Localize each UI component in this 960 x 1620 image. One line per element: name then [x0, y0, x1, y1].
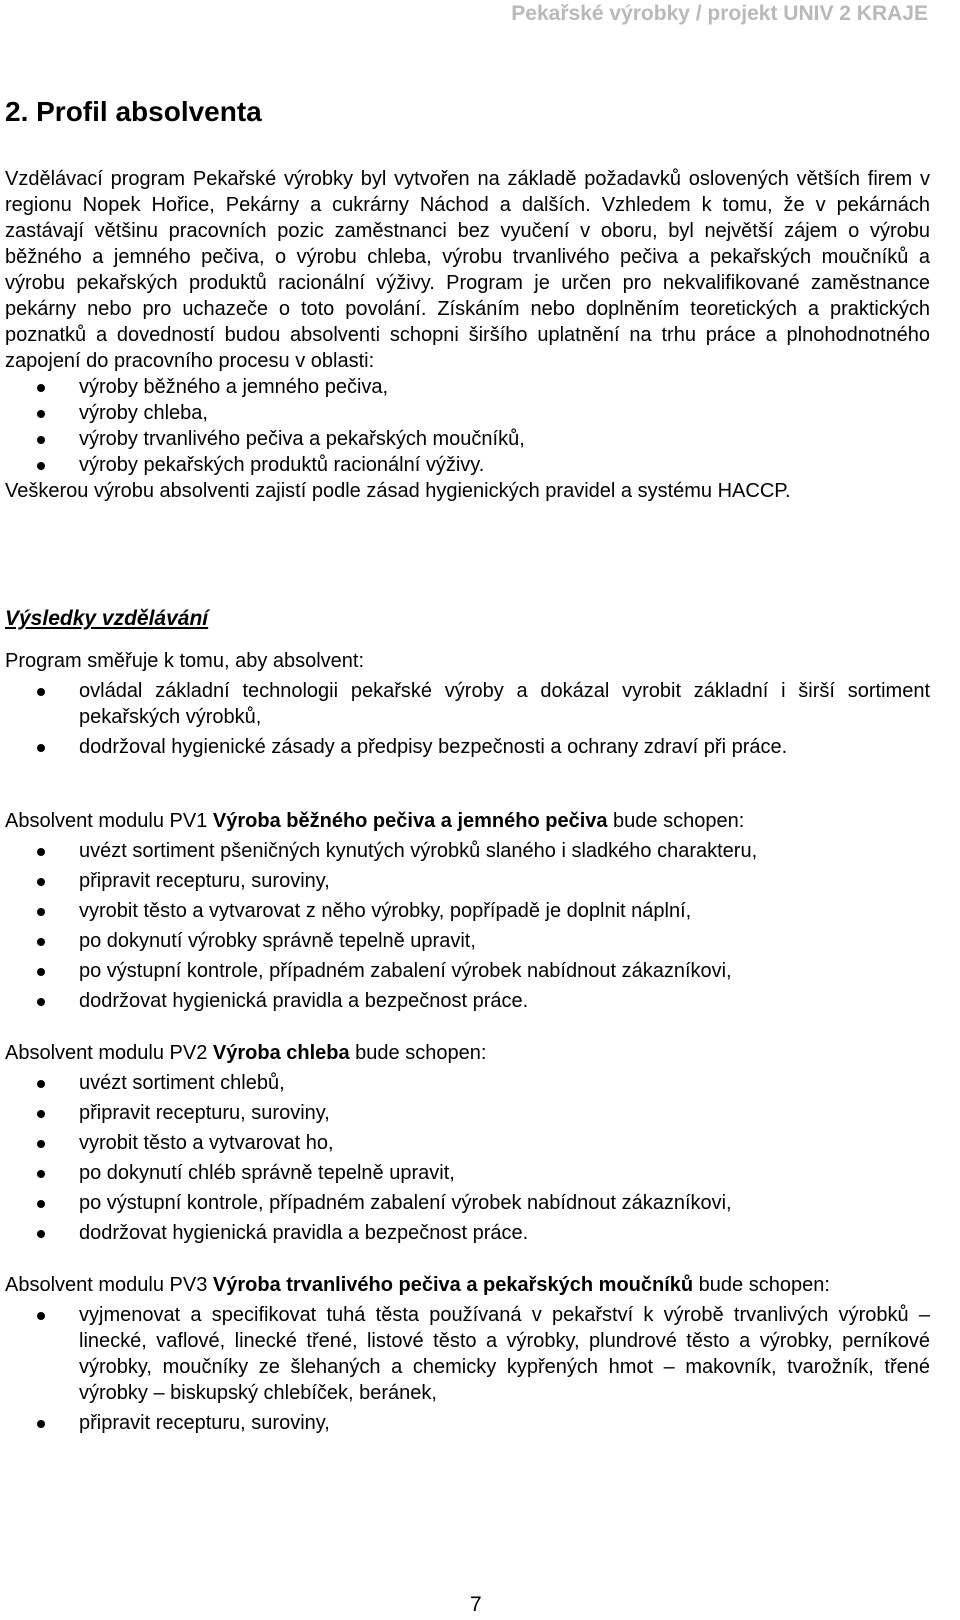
list-item: připravit recepturu, suroviny, [5, 1100, 930, 1126]
list-item: výroby trvanlivého pečiva a pekařských moučníků, [5, 426, 930, 452]
bullet-icon [37, 744, 45, 752]
intro-closing: Veškerou výrobu absolventi zajistí podle zásad hygienických pravidel a systému HACCP. [5, 480, 791, 502]
page-number: 7 [470, 1593, 482, 1616]
module-pv2 [5, 1040, 930, 1246]
intro-paragraph: Vzdělávací program Pekařské výrobky byl vytvořen na základě požadavků oslovených větších firem v regionu Nopek Hořice, Pekárny a cukrárny Náchod a dalších. Vzhledem k tomu, že v pekárnách zastávají většinu pracovních pozic zaměstnanci bez vyučení v oboru, byl největší zájem o výrobu běžného a jemného pečiva, o výrobu chleba, výrobu trvanlivého pečiva a pekařských moučníků a výrobu pekařských produktů racionální výživy. Program je určen pro nekvalifikované zaměstnance pekárny nebo pro uchazeče o toto povolání. Získáním nebo doplněním teoretických a praktických poznatků a dovedností budou absolventi schopni širšího uplatnění na trhu práce a plnohodnotného zapojení do pracovního procesu v oblasti: [5, 168, 930, 372]
module-heading: Absolvent modulu PV1 Výroba běžného pečiva a jemného pečiva bude schopen: [5, 810, 745, 832]
bullet-icon [37, 1230, 45, 1238]
list-item: výroby chleba, [5, 400, 930, 426]
list-item: vyjmenovat a specifikovat tuhá těsta používaná v pekařství k výrobě trvanlivých výrobků – linecké, vaflové, linecké třené, listové těsto a výrobky, plundrové těsto a výrobky, perníkové výrobky, moučníky ze šlehaných a chemicky kypřených hmot – makovník, tvarožník, třené výrobky – biskupský chlebíček, beránek, [5, 1302, 930, 1406]
results-list [5, 678, 930, 760]
module-pv1 [5, 808, 930, 1014]
module-heading: Absolvent modulu PV2 Výroba chleba bude schopen: [5, 1042, 487, 1064]
module-heading: Absolvent modulu PV3 Výroba trvanlivého pečiva a pekařských moučníků bude schopen: [5, 1274, 830, 1296]
bullet-icon [37, 908, 45, 916]
bullet-icon [37, 410, 45, 418]
list-item: po dokynutí výrobky správně tepelně upravit, [5, 928, 930, 954]
module-list [5, 838, 930, 1014]
list-item: dodržovat hygienická pravidla a bezpečnost práce. [5, 1220, 930, 1246]
list-item: vyrobit těsto a vytvarovat z něho výrobky, popřípadě je doplnit náplní, [5, 898, 930, 924]
list-item: uvézt sortiment pšeničných kynutých výrobků slaného i sladkého charakteru, [5, 838, 930, 864]
running-header: Pekařské výrobky / projekt UNIV 2 KRAJE [511, 2, 928, 25]
module-list [5, 1070, 930, 1246]
list-item: po výstupní kontrole, případném zabalení výrobek nabídnout zákazníkovi, [5, 1190, 930, 1216]
bullet-icon [37, 1312, 45, 1320]
list-item: uvézt sortiment chlebů, [5, 1070, 930, 1096]
list-item: připravit recepturu, suroviny, [5, 1410, 930, 1436]
bullet-icon [37, 1200, 45, 1208]
bullet-icon [37, 1110, 45, 1118]
intro-block [5, 166, 930, 504]
bullet-icon [37, 1080, 45, 1088]
list-item: dodržovat hygienická pravidla a bezpečnost práce. [5, 988, 930, 1014]
section-title: 2. Profil absolventa [5, 96, 262, 127]
bullet-icon [37, 688, 45, 696]
bullet-icon [37, 968, 45, 976]
results-lead: Program směřuje k tomu, aby absolvent: [5, 650, 365, 672]
bullet-icon [37, 436, 45, 444]
list-item: dodržoval hygienické zásady a předpisy bezpečnosti a ochrany zdraví při práce. [5, 734, 930, 760]
list-item: výroby pekařských produktů racionální výživy. [5, 452, 930, 478]
results-title: Výsledky vzdělávání [5, 607, 209, 630]
bullet-icon [37, 938, 45, 946]
bullet-icon [37, 1170, 45, 1178]
list-item: připravit recepturu, suroviny, [5, 868, 930, 894]
bullet-icon [37, 998, 45, 1006]
intro-list [5, 374, 930, 478]
list-item: po výstupní kontrole, případném zabalení výrobek nabídnout zákazníkovi, [5, 958, 930, 984]
bullet-icon [37, 384, 45, 392]
list-item: po dokynutí chléb správně tepelně upravit, [5, 1160, 930, 1186]
bullet-icon [37, 462, 45, 470]
bullet-icon [37, 878, 45, 886]
module-list [5, 1302, 930, 1436]
module-pv3 [5, 1272, 930, 1436]
results-block [5, 648, 930, 760]
bullet-icon [37, 1140, 45, 1148]
bullet-icon [37, 1420, 45, 1428]
list-item: vyrobit těsto a vytvarovat ho, [5, 1130, 930, 1156]
list-item: výroby běžného a jemného pečiva, [5, 374, 930, 400]
list-item: ovládal základní technologii pekařské výroby a dokázal vyrobit základní i širší sortiment pekařských výrobků, [5, 678, 930, 730]
bullet-icon [37, 848, 45, 856]
